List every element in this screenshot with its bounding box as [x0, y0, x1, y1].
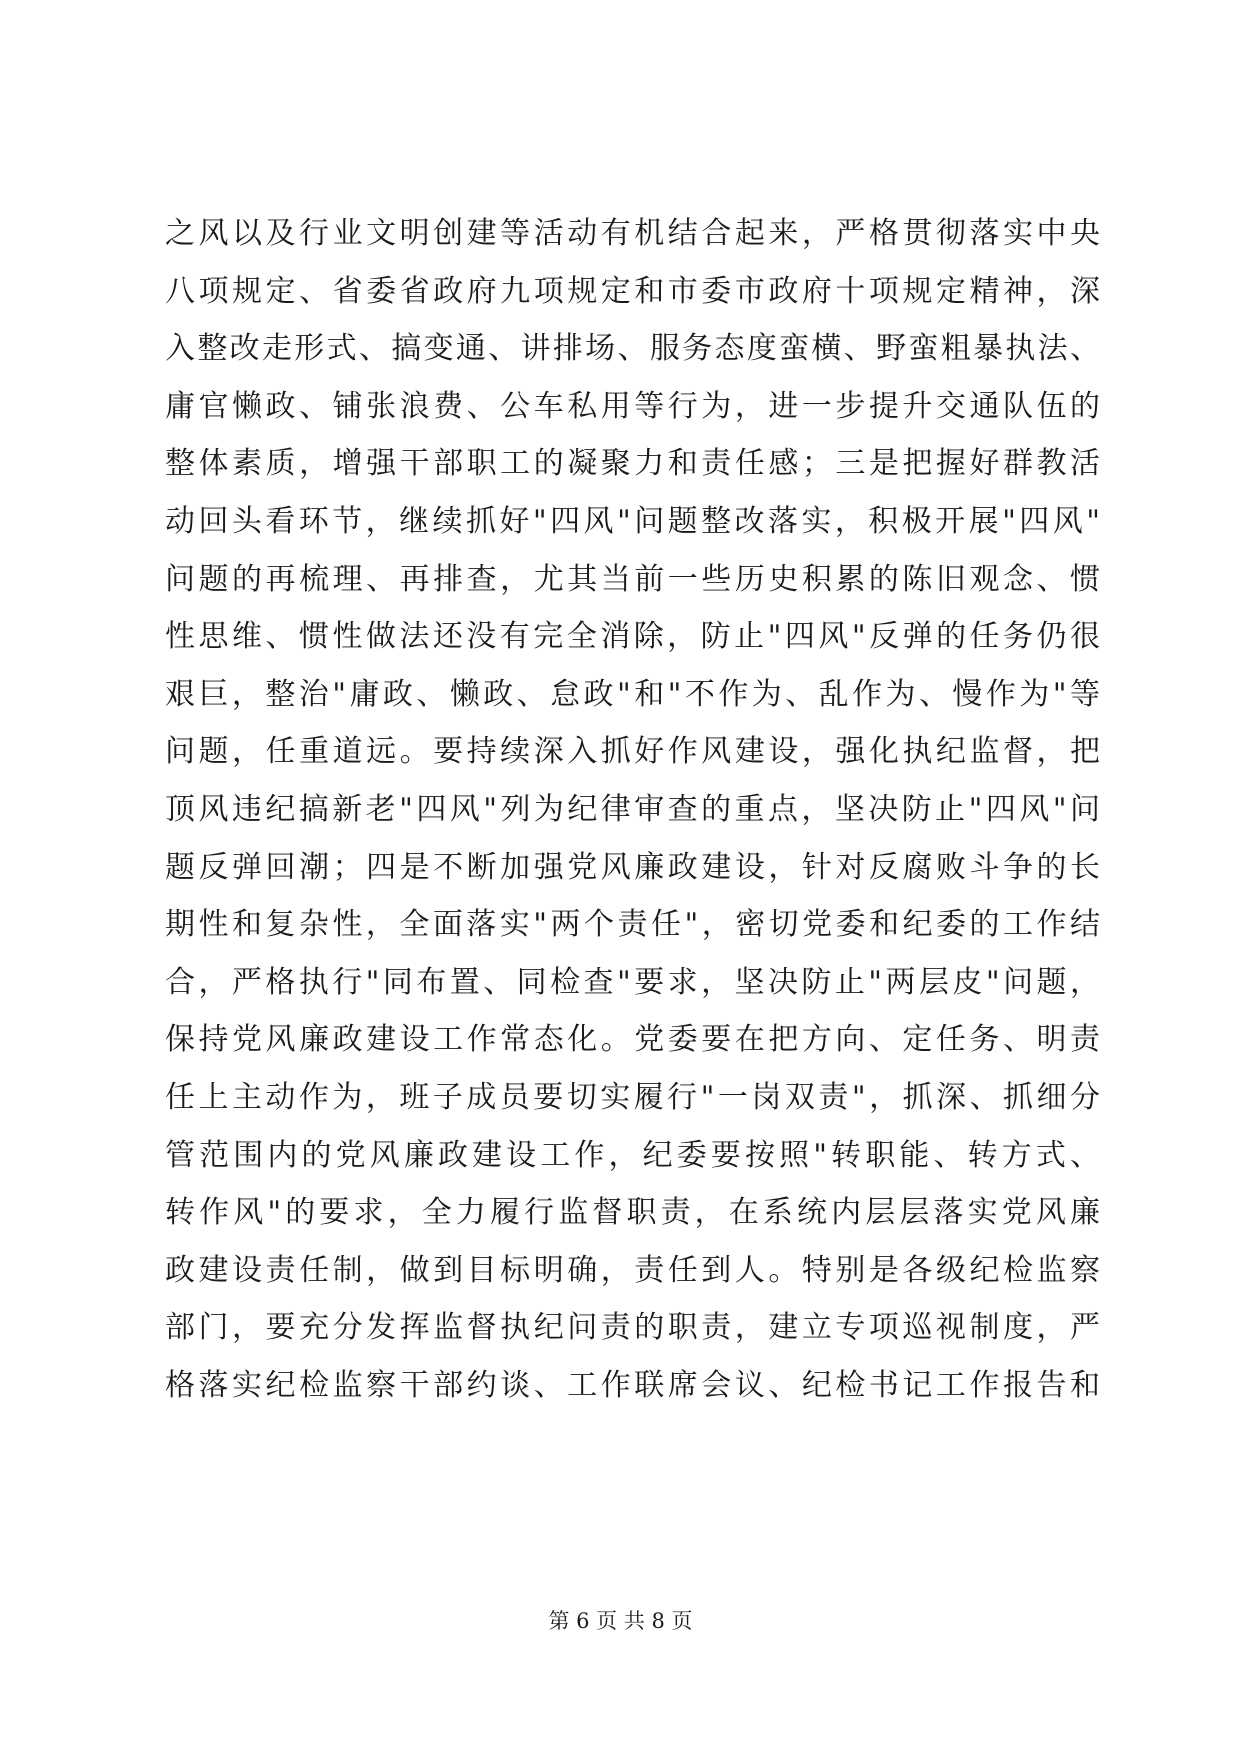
text-line: 八项规定、省委省政府九项规定和市委市政府十项规定精神，深 [165, 273, 1100, 309]
text-line: 保持党风廉政建设工作常态化。党委要在把方向、定任务、明责 [165, 1022, 1100, 1058]
text-line: 性思维、惯性做法还没有完全消除，防止"四风"反弹的任务仍很 [165, 619, 1100, 655]
text-line: 期性和复杂性，全面落实"两个责任"，密切党委和纪委的工作结 [165, 907, 1100, 943]
text-line: 之风以及行业文明创建等活动有机结合起来，严格贯彻落实中央 [165, 216, 1100, 251]
text-line: 政建设责任制，做到目标明确，责任到人。特别是各级纪检监察 [165, 1252, 1100, 1288]
text-line: 管范围内的党风廉政建设工作，纪委要按照"转职能、转方式、 [165, 1137, 1100, 1173]
text-line: 顶风违纪搞新老"四风"列为纪律审查的重点，坚决防止"四风"问 [165, 791, 1100, 827]
text-line: 格落实纪检监察干部约谈、工作联席会议、纪检书记工作报告和 [165, 1367, 1100, 1403]
text-line: 入整改走形式、搞变通、讲排场、服务态度蛮横、野蛮粗暴执法、 [165, 331, 1100, 367]
text-line: 动回头看环节，继续抓好"四风"问题整改落实，积极开展"四风" [165, 503, 1100, 539]
text-line: 问题的再梳理、再排查，尤其当前一些历史积累的陈旧观念、惯 [165, 561, 1100, 597]
body-text [165, 205, 1100, 1414]
text-line: 艰巨，整治"庸政、懒政、怠政"和"不作为、乱作为、慢作为"等 [165, 676, 1100, 712]
text-line: 任上主动作为，班子成员要切实履行"一岗双责"，抓深、抓细分 [165, 1079, 1100, 1115]
page-number-footer: 第 6 页 共 8 页 [548, 1609, 693, 1633]
text-line: 部门，要充分发挥监督执纪问责的职责，建立专项巡视制度，严 [165, 1310, 1100, 1346]
text-line: 合，严格执行"同布置、同检查"要求，坚决防止"两层皮"问题， [165, 964, 1100, 1000]
text-line: 整体素质，增强干部职工的凝聚力和责任感；三是把握好群教活 [165, 446, 1100, 482]
text-line: 问题，任重道远。要持续深入抓好作风建设，强化执纪监督，把 [165, 734, 1100, 770]
text-line: 转作风"的要求，全力履行监督职责，在系统内层层落实党风廉 [165, 1195, 1100, 1231]
text-line: 题反弹回潮；四是不断加强党风廉政建设，针对反腐败斗争的长 [165, 849, 1100, 885]
text-line: 庸官懒政、铺张浪费、公车私用等行为，进一步提升交通队伍的 [165, 388, 1100, 424]
